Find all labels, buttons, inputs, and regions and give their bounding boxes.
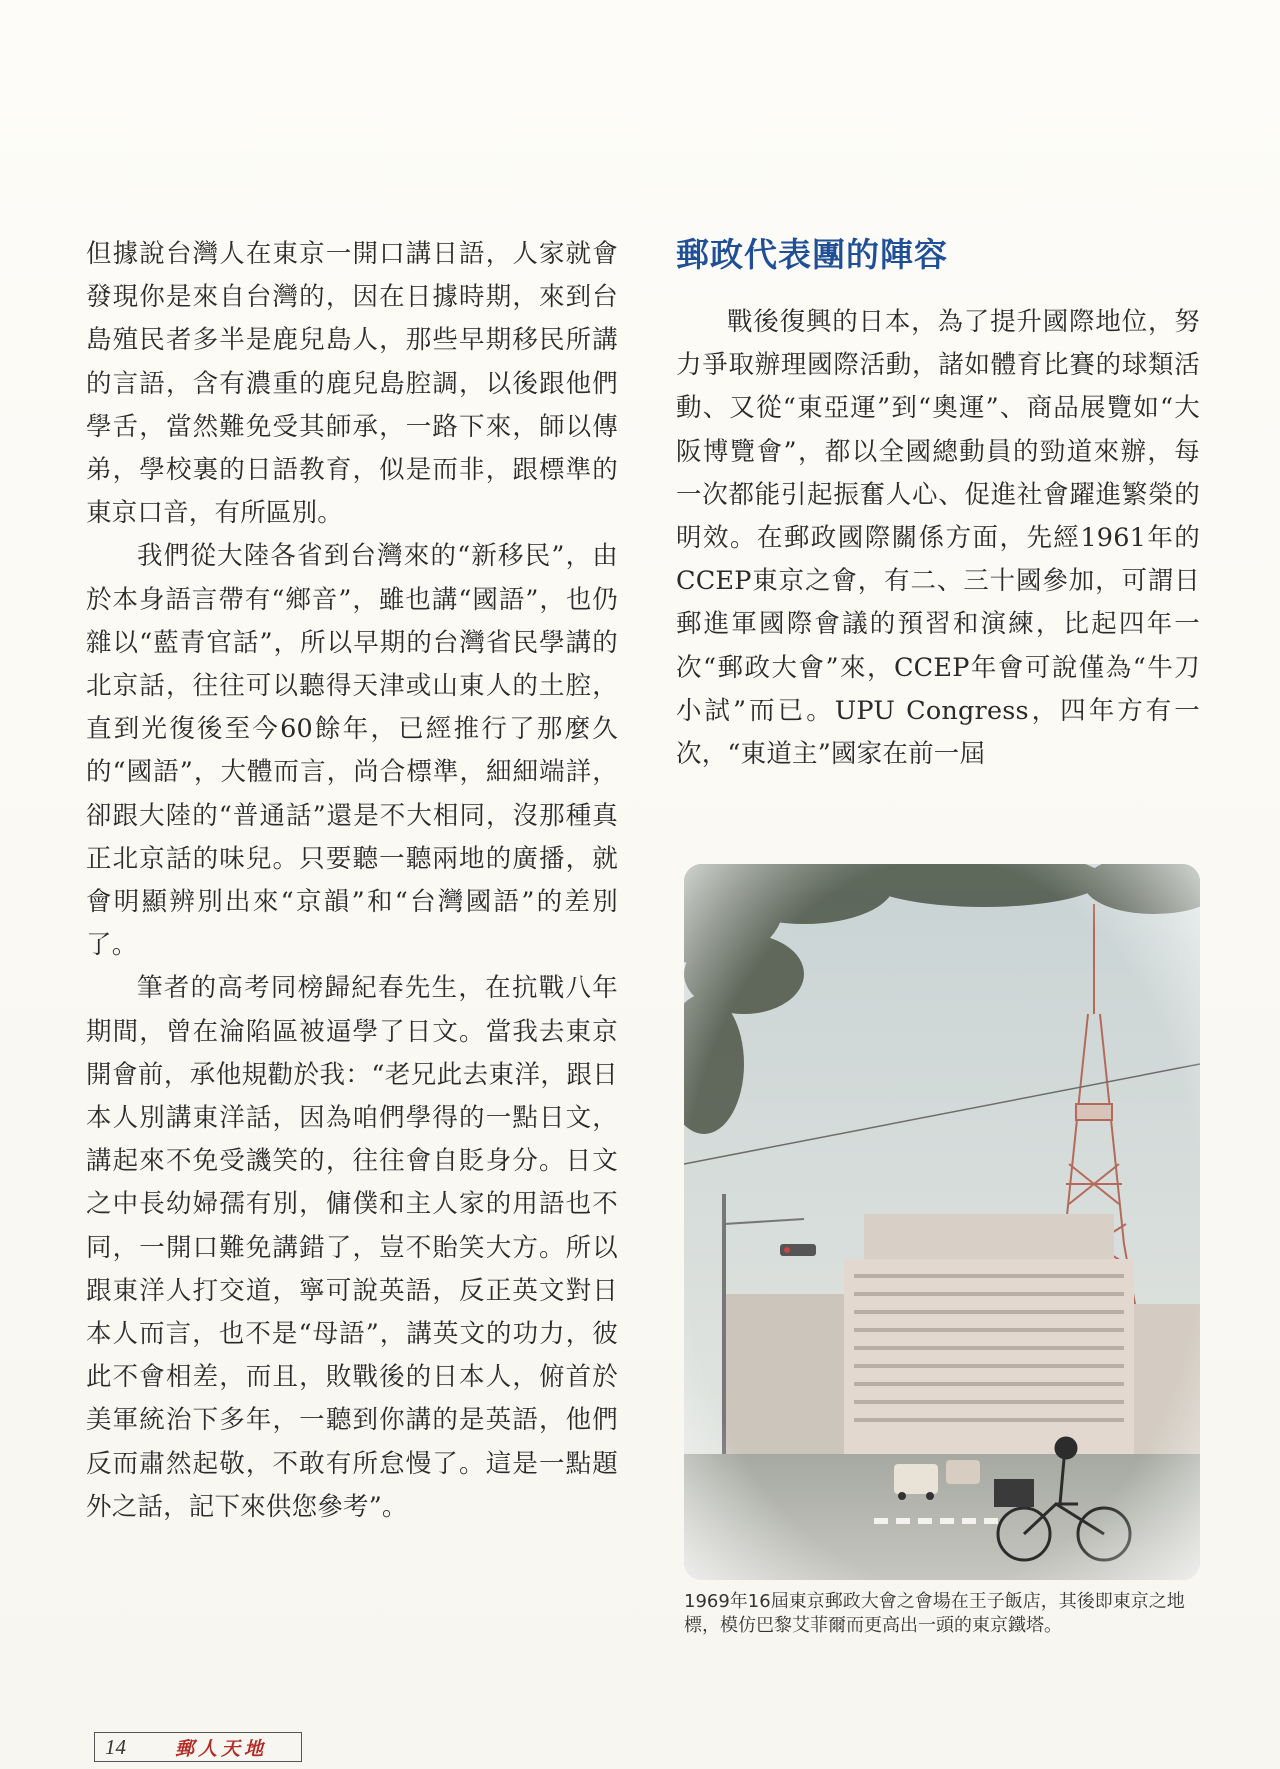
page-number: 14 [105,1734,126,1759]
photo-tokyo-tower-hotel [684,864,1200,1580]
right-paragraph: 戰後復興的日本，為了提升國際地位，努力爭取辦理國際活動，諸如體育比賽的球類活動、又從“東亞運”到“奧運”、商品展覽如“大阪博覽會”，都以全國總動員的勁道來辦，每一次都能引起振奮人心、促進社會躍進繁榮的明效。在郵政國際關係方面，先經1961年的CCEP東京之會，有二、三十國參加，可謂日郵進軍國際會議的預習和演練，比起四年一次“郵政大會”來，CCEP年會可說僅為“牛刀小試”而已。UPU Congress，四年方有一次，“東道主”國家在前一屆 [676,307,1200,770]
paragraph-2: 我們從大陸各省到台灣來的“新移民”，由於本身語言帶有“鄉音”，雖也講“國語”，也仍雜以“藍青官話”，所以早期的台灣省民學講的北京話，往往可以聽得天津或山東人的土腔，直到光復後至今60餘年，已經推行了那麼久的“國語”，大體而言，尚合標準，細細端詳，卻跟大陸的“普通話”還是不大相同，沒那種真正北京話的味兒。只要聽一聽兩地的廣播，就會明顯辨別出來“京韻”和“台灣國語”的差別了。 [86,541,618,961]
paragraph-1: 但據說台灣人在東京一開口講日語，人家就會發現你是來自台灣的，因在日據時期，來到台島殖民者多半是鹿兒島人，那些早期移民所講的言語，含有濃重的鹿兒島腔調，以後跟他們學舌，當然難免受其師承，一路下來，師以傳弟，學校裏的日語教育，似是而非，跟標準的東京口音，有所區別。 [86,239,618,529]
paragraph-3: 筆者的高考同榜歸紀春先生，在抗戰八年期間，曾在淪陷區被逼學了日文。當我去東京開會前，承他規勸於我：“老兄此去東洋，跟日本人別講東洋話，因為咱們學得的一點日文，講起來不免受譏笑的，往往會自貶身分。日文之中長幼婦孺有別，傭僕和主人家的用語也不同，一開口難免講錯了，豈不貽笑大方。所以跟東洋人打交道，寧可說英語，反正英文對日本人而言，也不是“母語”，講英文的功力，彼此不會相差，而且，敗戰後的日本人，俯首於美軍統治下多年，一聽到你講的是英語，他們反而肅然起敬，不敢有所怠慢了。這是一點題外之話，記下來供您參考”。 [86,973,618,1522]
section-title: 郵政代表團的陣容 [676,235,948,274]
page-footer [94,1732,302,1762]
photo-vignette [684,864,1200,1580]
publication-logo: 郵人天地 [175,1737,268,1760]
right-column [676,233,1200,776]
left-column [86,233,618,1529]
photo-illustration [684,864,1200,1580]
photo-caption: 1969年16屆東京郵政大會之會場在王子飯店，其後即東京之地標，模仿巴黎艾菲爾而更高出一頭的東京鐵塔。 [684,1591,1185,1636]
